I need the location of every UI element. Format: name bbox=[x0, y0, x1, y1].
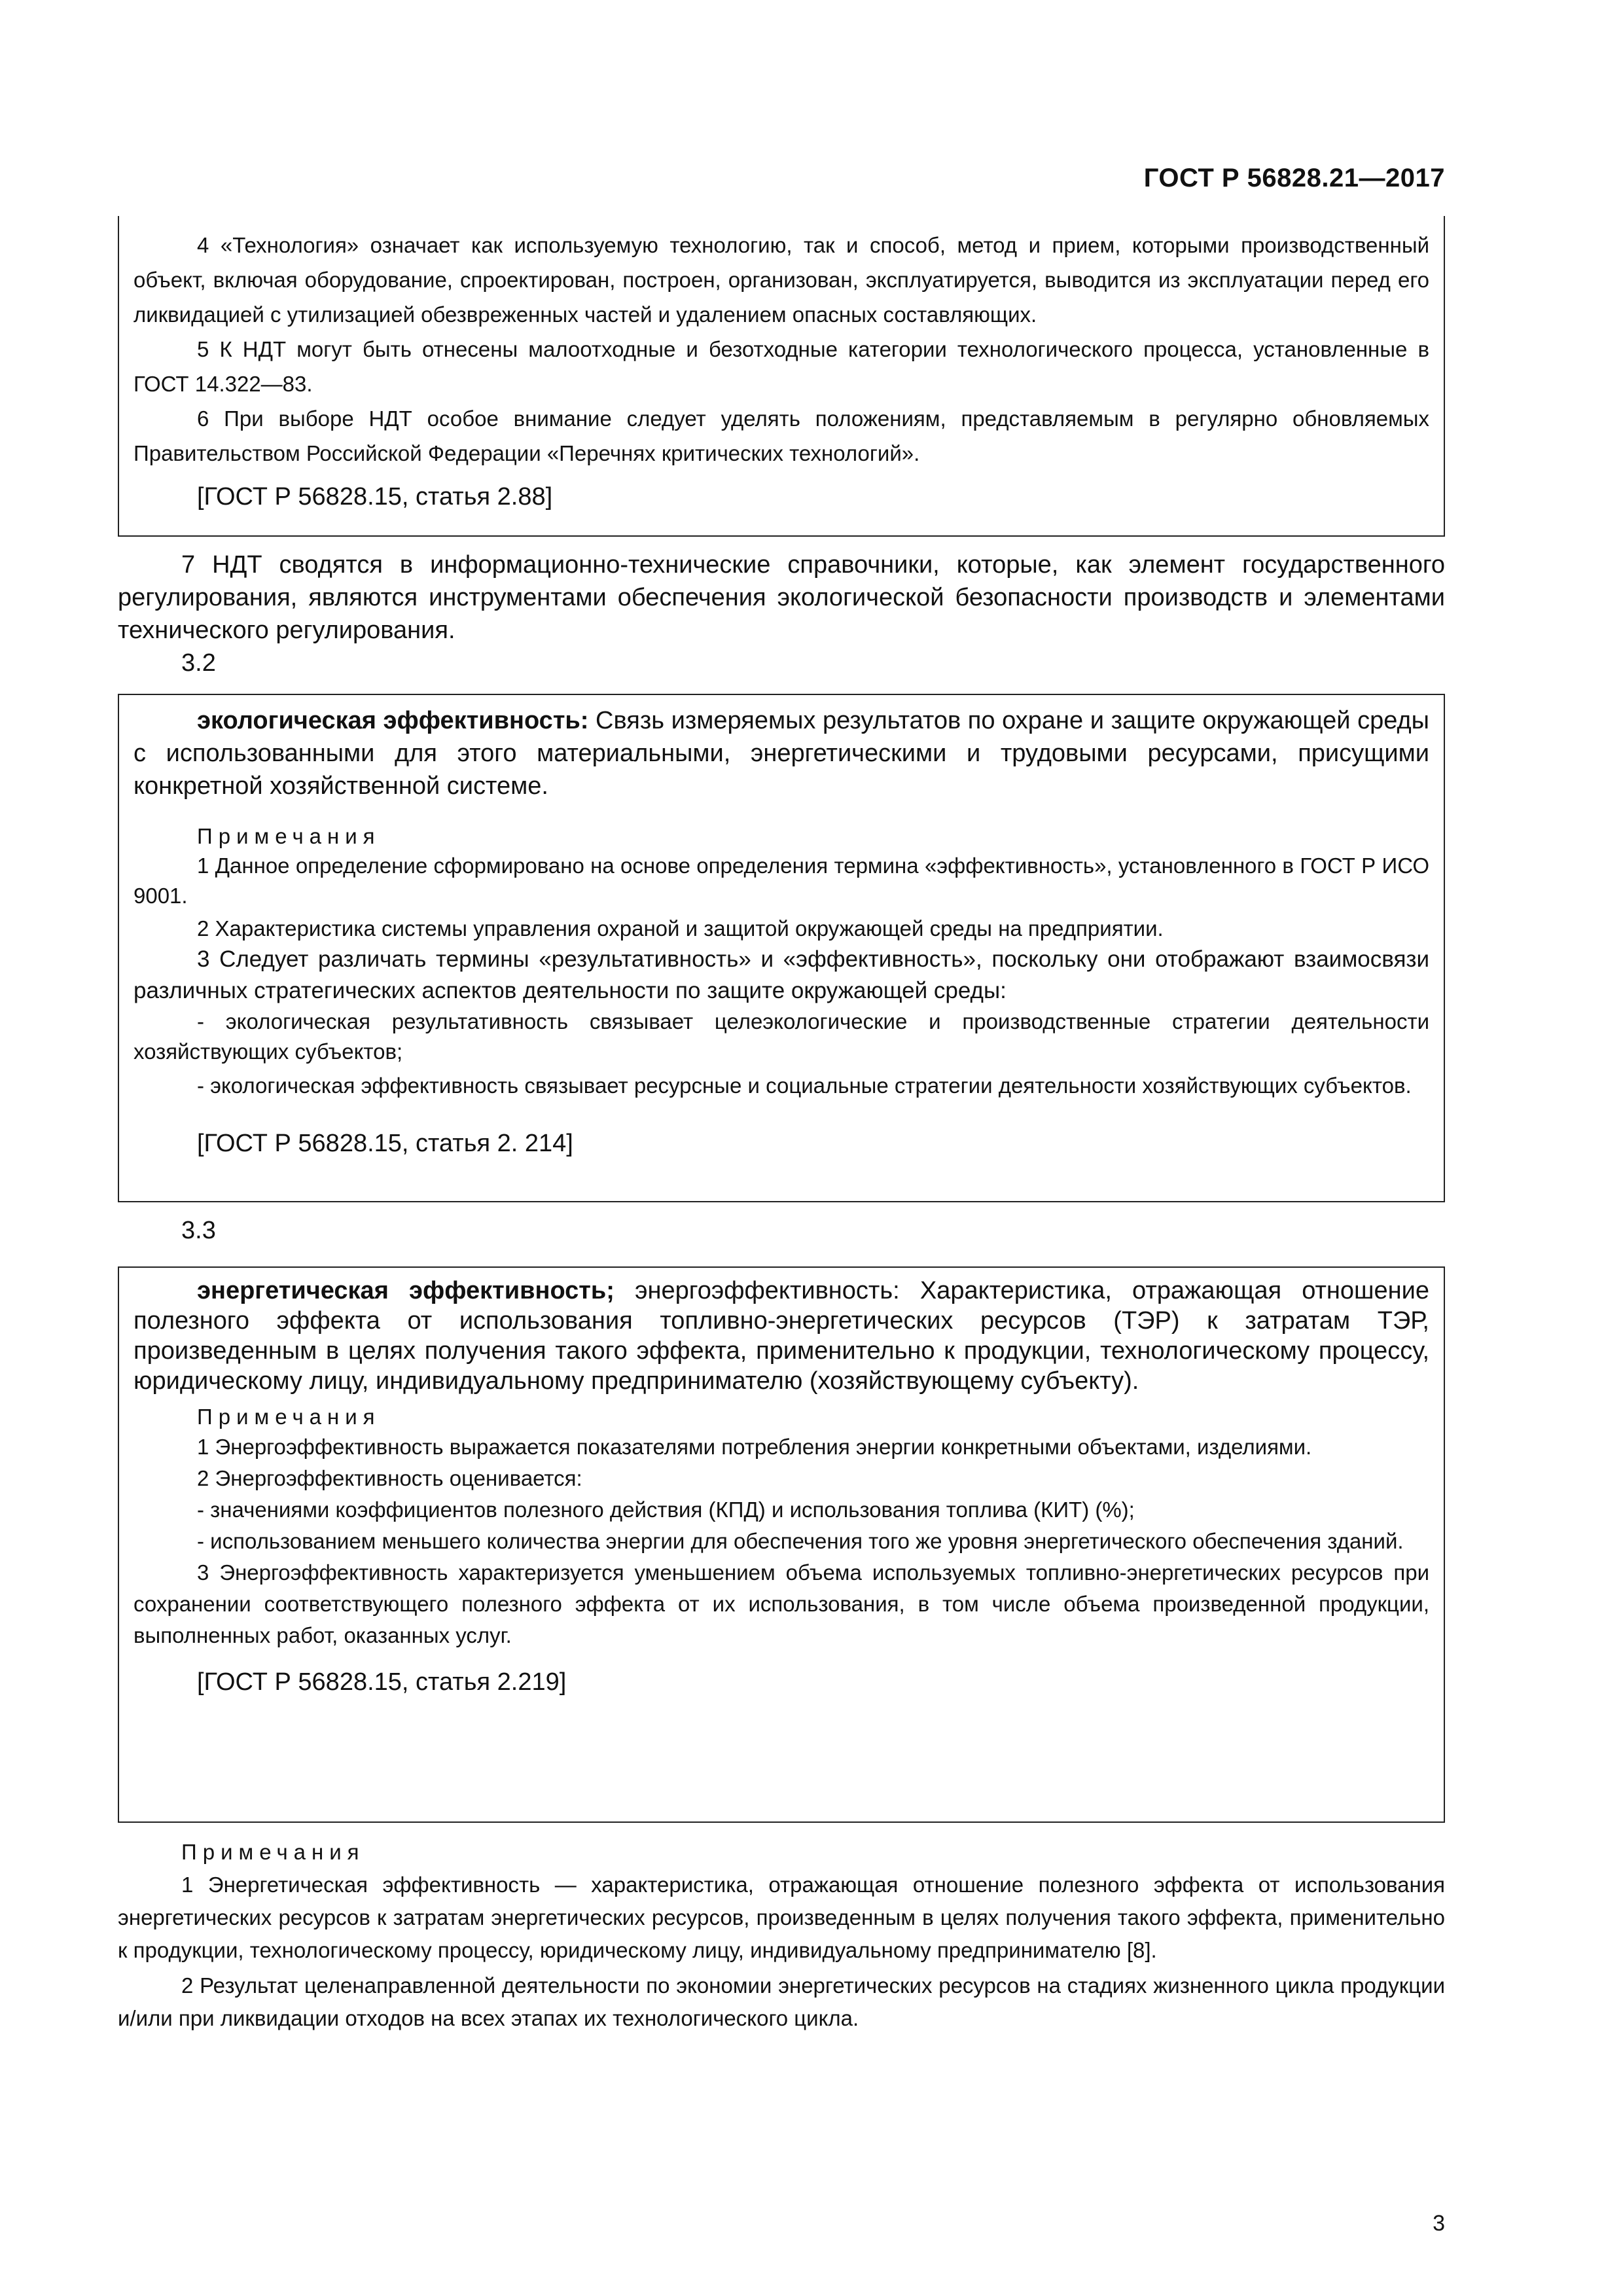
note-4: 4 «Технология» означает как используемую технологию, так и способ, метод и прием, которыми производственный объект, включая оборудование, спроектирован, построен, организован, эксплуатируется, выводится из эксплуатации перед его ликвидацией с утилизацией обезвреженных частей и удалением опасных составляющих. bbox=[134, 233, 1429, 327]
term-3-3-box bbox=[118, 1266, 1445, 1823]
note-3: 3 Следует различать термины «результативность» и «эффективность», поскольку они отображают взаимосвязи различных стратегических аспектов деятельности по защите окружающей среды: bbox=[134, 946, 1429, 1003]
term-3-2-box bbox=[118, 694, 1445, 1202]
doc-code: ГОСТ Р 56828.21—2017 bbox=[1143, 164, 1445, 192]
notes-title: Примечания bbox=[197, 824, 381, 848]
term-3-3-title: энергетическая эффективность; bbox=[197, 1277, 615, 1304]
page-number: 3 bbox=[1433, 2211, 1445, 2236]
note-7: 7 НДТ сводятся в информационно-технические справочники, которые, как элемент государственного регулирования, являются инструментами обеспечения экологической безопасности производств и элементами технического регулирования. bbox=[118, 551, 1445, 644]
note-2: 2 Характеристика системы управления охраной и защитой окружающей среды на предприятии. bbox=[197, 916, 1164, 941]
term-3-2-text: Связь измеряемых результатов по охране и защите окружающей среды с использованными для этого материальными, энергетическими и трудовыми ресурсами, присущими конкретной хозяйственной системе. bbox=[134, 707, 1429, 800]
note-5: 5 К НДТ могут быть отнесены малоотходные и безотходные категории технологического процесса, установленные в ГОСТ 14.322—83. bbox=[134, 337, 1429, 396]
note-2: 2 Энергоэффективность оценивается: bbox=[197, 1466, 582, 1490]
source-reference: [ГОСТ Р 56828.15, статья 2. 214] bbox=[197, 1130, 573, 1157]
notes-title: Примечания bbox=[181, 1840, 365, 1864]
note-1: 1 Энергоэффективность выражается показателями потребления энергии конкретными объектами, изделиями. bbox=[197, 1435, 1312, 1459]
bullet-1: - значениями коэффициентов полезного действия (КПД) и использования топлива (КИТ) (%); bbox=[197, 1498, 1135, 1522]
source-reference: [ГОСТ Р 56828.15, статья 2.219] bbox=[197, 1668, 567, 1696]
final-notes bbox=[118, 1836, 1445, 2035]
final-note-2: 2 Результат целенаправленной деятельности по экономии энергетических ресурсов на стадиях жизненного цикла продукции и/или при ликвидации отходов на всех этапах их технологического цикла. bbox=[118, 1973, 1445, 2030]
note-7-block bbox=[118, 548, 1445, 679]
term-3-3-definition bbox=[134, 1276, 1429, 1396]
section-number-3-2: 3.2 bbox=[181, 649, 216, 677]
note-3: 3 Энергоэффективность характеризуется уменьшением объема используемых топливно-энергетических ресурсов при сохранении соответствующего полезного эффекта от их использования, в том числе объема произведенной продукции, выполненных работ, оказанных услуг. bbox=[134, 1560, 1429, 1647]
term-3-1-continued-box bbox=[118, 216, 1445, 537]
term-3-2-definition bbox=[134, 704, 1429, 802]
term-3-3-text: энергоэффективность: Характеристика, отражающая отношение полезного эффекта от использования топливно-энергетических ресурсов (ТЭР) к затратам ТЭР, произведенным в целях получения такого эффекта, применительно к продукции, технологическому процессу, юридическому лицу, индивидуальному предпринимателю (хозяйствующему субъекту). bbox=[134, 1277, 1429, 1395]
notes-title: Примечания bbox=[197, 1405, 381, 1429]
section-number-3-3: 3.3 bbox=[181, 1217, 216, 1244]
bullet-2: - экологическая эффективность связывает ресурсные и социальные стратегии деятельности хозяйствующих субъектов. bbox=[197, 1073, 1412, 1098]
final-note-1: 1 Энергетическая эффективность — характеристика, отражающая отношение полезного эффекта от использования энергетических ресурсов к затратам энергетических ресурсов, произведенным в целях получения такого эффекта, применительно к продукции, технологическому процессу, юридическому лицу, индивидуальному предпринимателю [8]. bbox=[118, 1873, 1445, 1962]
note-1: 1 Данное определение сформировано на основе определения термина «эффективность», установленного в ГОСТ Р ИСО 9001. bbox=[134, 853, 1429, 908]
bullet-2: - использованием меньшего количества энергии для обеспечения того же уровня энергетического обеспечения зданий. bbox=[197, 1529, 1404, 1553]
note-6: 6 При выборе НДТ особое внимание следует уделять положениям, представляемым в регулярно обновляемых Правительством Российской Федерации «Перечнях критических технологий». bbox=[134, 406, 1429, 465]
source-reference: [ГОСТ Р 56828.15, статья 2.88] bbox=[197, 483, 553, 511]
term-3-2-title: экологическая эффективность: bbox=[197, 707, 589, 734]
bullet-1: - экологическая результативность связывает целеэкологические и производственные стратегии деятельности хозяйствующих субъектов; bbox=[134, 1009, 1429, 1064]
